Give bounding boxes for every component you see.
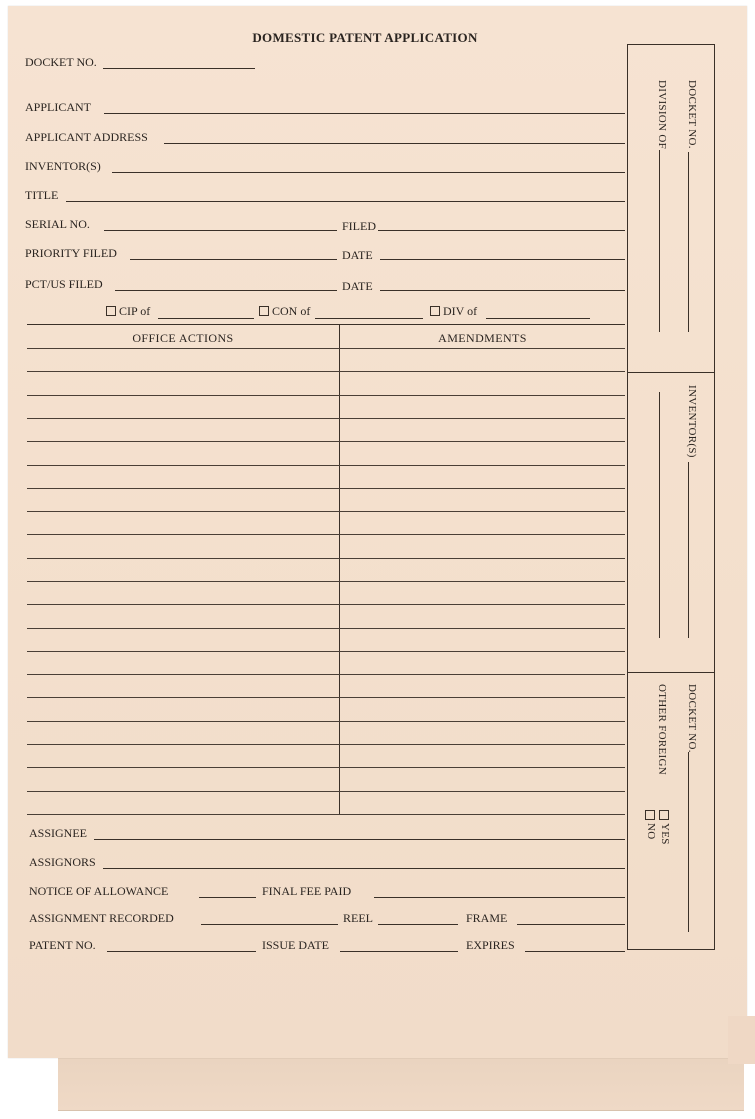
assignee-label: ASSIGNEE: [29, 826, 88, 840]
applicant-line: [104, 113, 625, 114]
assignee-line: [94, 839, 625, 840]
table-row-line: [27, 511, 625, 512]
title-line: [66, 201, 625, 202]
table-row-line: [27, 721, 625, 722]
table-row-line: [27, 651, 625, 652]
table-row-line: [27, 744, 625, 745]
side-yes-checkbox[interactable]: [659, 810, 669, 820]
con-of-checkbox-row[interactable]: [259, 304, 310, 319]
inventors-line: [112, 172, 625, 173]
div-of-line: [486, 318, 590, 319]
side-panel-divider-1: [627, 372, 715, 373]
serial-no-label: SERIAL NO.: [25, 217, 90, 231]
expires-line: [525, 951, 625, 952]
assignment-recorded-line: [201, 924, 338, 925]
applicant-address-label: APPLICANT ADDRESS: [25, 130, 148, 144]
table-row-line: [27, 418, 625, 419]
form-title: DOMESTIC PATENT APPLICATION: [252, 30, 478, 45]
side-no-option[interactable]: [645, 810, 657, 840]
table-row-line: [27, 674, 625, 675]
side-panel-divider-2: [627, 672, 715, 673]
table-row-line: [27, 395, 625, 396]
office-actions-header: OFFICE ACTIONS: [132, 331, 234, 345]
table-row-line: [27, 371, 625, 372]
table-row-line: [27, 767, 625, 768]
priority-date-line: [380, 259, 625, 260]
side-division-of: DIVISION OF: [656, 80, 668, 149]
cip-of-line: [158, 318, 254, 319]
reel-label: REEL: [343, 911, 373, 925]
final-fee-paid-line: [374, 897, 625, 898]
issue-date-line: [340, 951, 458, 952]
side-inventors-line-left: [659, 392, 660, 638]
cip-of-checkbox[interactable]: [106, 306, 116, 316]
div-of-checkbox-row[interactable]: [430, 304, 477, 319]
expires-label: EXPIRES: [466, 938, 515, 952]
table-row-line: [27, 791, 625, 792]
patent-file-folder: [8, 6, 747, 1058]
side-panel-right-border: [714, 44, 715, 950]
frame-label: FRAME: [466, 911, 508, 925]
reel-line: [378, 924, 458, 925]
pct-date-label: DATE: [342, 279, 373, 293]
frame-line: [517, 924, 625, 925]
serial-no-line: [104, 230, 337, 231]
side-docket-no-bottom: DOCKET NO.: [686, 684, 698, 753]
side-inventors-line-right: [688, 462, 689, 638]
title-label: TITLE: [25, 188, 59, 202]
notice-of-allowance-line: [199, 897, 256, 898]
patent-no-label: PATENT NO.: [29, 938, 96, 952]
div-of-checkbox[interactable]: [430, 306, 440, 316]
table-row-line: [27, 534, 625, 535]
filed-label: FILED: [342, 219, 376, 233]
folder-bottom-tab: [58, 1058, 744, 1111]
assignors-line: [103, 868, 625, 869]
issue-date-label: ISSUE DATE: [262, 938, 330, 952]
side-yes-label: YES: [659, 823, 671, 845]
side-inventors: INVENTOR(S): [686, 385, 698, 458]
applicant-label: APPLICANT: [25, 100, 92, 114]
pct-date-line: [380, 290, 625, 291]
side-panel-top-border: [627, 44, 715, 45]
side-no-label: NO: [645, 823, 657, 840]
table-row-line: [27, 604, 625, 605]
side-panel-bottom-border: [627, 949, 715, 950]
table-row-line: [27, 488, 625, 489]
priority-date-label: DATE: [342, 248, 373, 262]
table-column-divider: [339, 324, 340, 815]
side-docket-no-top-line: [688, 152, 689, 332]
docket-no-line: [103, 68, 255, 69]
table-row-line: [27, 628, 625, 629]
table-row-line: [27, 814, 625, 815]
applicant-address-line: [164, 143, 625, 144]
side-division-of-line: [659, 150, 660, 332]
table-row-line: [27, 558, 625, 559]
assignors-label: ASSIGNORS: [29, 855, 96, 869]
table-row-line: [27, 697, 625, 698]
side-no-checkbox[interactable]: [645, 810, 655, 820]
con-of-checkbox[interactable]: [259, 306, 269, 316]
final-fee-paid-label: FINAL FEE PAID: [262, 884, 352, 898]
side-other-foreign: OTHER FOREIGN: [656, 684, 668, 775]
priority-filed-label: PRIORITY FILED: [25, 246, 117, 260]
side-yes-option[interactable]: [659, 810, 671, 845]
side-panel-left-border: [627, 44, 628, 950]
table-row-line: [27, 441, 625, 442]
con-of-label: CON of: [272, 304, 311, 318]
amendments-header: AMENDMENTS: [438, 331, 527, 345]
assignment-recorded-label: ASSIGNMENT RECORDED: [29, 911, 174, 925]
filed-line: [378, 230, 625, 231]
side-docket-no-top: DOCKET NO.: [686, 80, 698, 149]
docket-no-label: DOCKET NO.: [25, 55, 97, 69]
table-row-line: [27, 465, 625, 466]
table-top-rule: [27, 324, 625, 325]
cip-of-checkbox-row[interactable]: [106, 304, 150, 319]
side-docket-no-bottom-line: [688, 752, 689, 932]
inventors-label: INVENTOR(S): [25, 159, 101, 173]
table-row-line: [27, 348, 625, 349]
div-of-label: DIV of: [443, 304, 478, 318]
notice-of-allowance-label: NOTICE OF ALLOWANCE: [29, 884, 169, 898]
pct-us-filed-label: PCT/US FILED: [25, 277, 103, 291]
cip-of-label: CIP of: [119, 304, 151, 318]
patent-no-line: [107, 951, 256, 952]
priority-filed-line: [130, 259, 337, 260]
pct-us-filed-line: [115, 290, 337, 291]
con-of-line: [315, 318, 423, 319]
folder-flap-edge: [728, 1016, 755, 1064]
table-row-line: [27, 581, 625, 582]
